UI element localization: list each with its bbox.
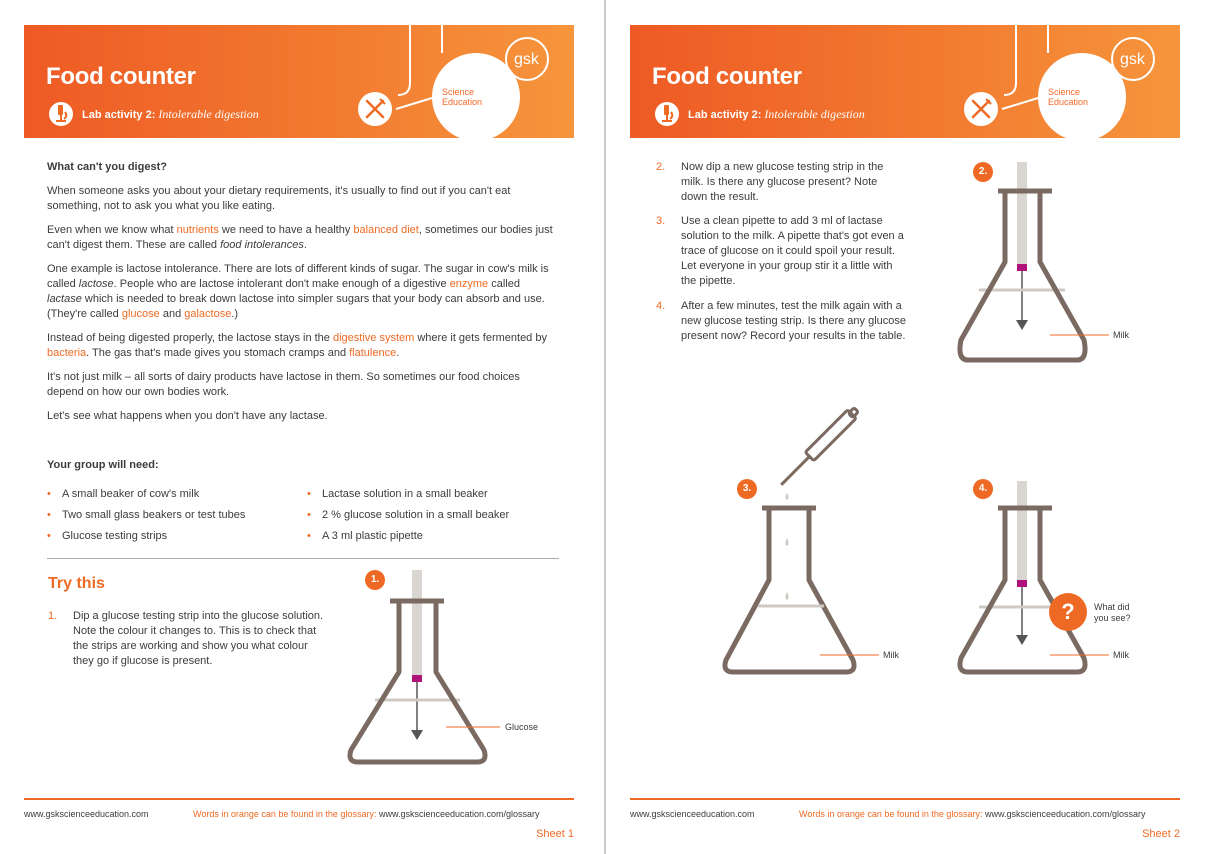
glossary-link[interactable]: nutrients	[176, 224, 219, 236]
list-item: • Lactase solution in a small beaker	[307, 484, 509, 505]
footer-rule	[24, 798, 574, 800]
activity-subtitle: Lab activity 2: Intolerable digestion	[82, 107, 259, 121]
sheet-2	[606, 0, 1210, 854]
equipment-heading: Your group will need:	[47, 459, 159, 471]
science-education-badge: Science Education	[442, 87, 483, 107]
question-icon: ?	[1049, 593, 1087, 631]
footer-rule	[630, 798, 1180, 800]
glossary-link[interactable]: galactose	[184, 308, 232, 320]
step-4: 4. After a few minutes, test the milk again with a new glucose testing strip. Is there any glucose present now? Record your results in the table.	[656, 300, 907, 342]
sheet-number: Sheet 2	[1142, 828, 1180, 840]
footer-website-link[interactable]: www.gskscienceeducation.com	[630, 809, 755, 819]
paragraph: It's not just milk – all sorts of dairy products have lactose in them. So sometimes our food choices depend on how our own bodies work.	[47, 371, 520, 398]
paragraph: One example is lactose intolerance. There are lots of different kinds of sugar. The sugar in cow's milk is called lactose. People who are lactose intolerant don't make enough of a digestive enzyme called lactase which is needed to break down lactose into simpler sugars that your body can absorb and use. (They're called glucose and galactose.)	[47, 263, 549, 320]
step-badge: 3.	[737, 479, 757, 499]
footer-glossary-note: Words in orange can be found in the glossary: www.gskscienceeducation.com/glossary	[193, 809, 540, 819]
pipette-icon	[777, 406, 860, 489]
sheet-1	[0, 0, 604, 854]
step-3: 3. Use a clean pipette to add 3 ml of lactase solution to the milk. A pipette that's got even a trace of glucose on it could spoil your result. Let everyone in your group stir it a little with the pipette.	[656, 215, 904, 287]
paragraph: When someone asks you about your dietary requirements, it's usually to find out if you can't eat something, not to ask you what you like eating.	[47, 185, 511, 212]
list-item: • Two small glass beakers or test tubes	[47, 505, 245, 526]
step-1: 1. Dip a glucose testing strip into the glucose solution. Note the colour it changes to. This is to check that the strips are working and show you what colour they go if glucose is present.	[48, 610, 324, 667]
glossary-link[interactable]: glucose	[121, 308, 160, 320]
page-title: Food counter	[46, 63, 196, 90]
paragraph: Let's see what happens when you don't have any lactase.	[47, 410, 328, 422]
milk-label: Milk	[883, 650, 899, 660]
footer-website-link[interactable]: www.gskscienceeducation.com	[24, 809, 149, 819]
footer-glossary-note: Words in orange can be found in the glossary: www.gskscienceeducation.com/glossary	[799, 809, 1146, 819]
glossary-link[interactable]: balanced diet	[353, 224, 419, 236]
gsk-logo: gsk	[1120, 51, 1145, 68]
glossary-link[interactable]: flatulence	[349, 347, 397, 359]
paragraph: Instead of being digested properly, the lactose stays in the digestive system where it gets fermented by bacteria. The gas that's made gives you stomach cramps and flatulence.	[47, 332, 547, 359]
list-item: • 2 % glucose solution in a small beaker	[307, 505, 509, 526]
step-badge: 2.	[973, 162, 993, 182]
step-2: 2. Now dip a new glucose testing strip in the milk. Is there any glucose present? Note down the result.	[656, 161, 884, 203]
science-education-badge: Science Education	[1048, 87, 1089, 107]
page-title: Food counter	[652, 63, 802, 90]
what-did-you-see-label: What did you see?	[1094, 602, 1131, 623]
milk-label: Milk	[1113, 330, 1129, 340]
section-heading: What can't you digest?	[47, 161, 167, 173]
try-this-heading: Try this	[48, 575, 105, 592]
gsk-logo: gsk	[514, 51, 539, 68]
step-badge: 4.	[973, 479, 993, 499]
glossary-url-link[interactable]: www.gskscienceeducation.com/glossary	[378, 809, 540, 819]
list-item: • A small beaker of cow's milk	[47, 484, 245, 505]
list-item: • A 3 ml plastic pipette	[307, 526, 509, 547]
glossary-link[interactable]: digestive system	[332, 332, 415, 344]
list-item: • Glucose testing strips	[47, 526, 245, 547]
milk-label: Milk	[1113, 650, 1129, 660]
step-badge: 1.	[365, 570, 385, 590]
flask-icon	[606, 0, 1210, 854]
sheet-number: Sheet 1	[536, 828, 574, 840]
paragraph: Even when we know what nutrients we need to have a healthy balanced diet, sometimes our bodies just can't digest them. These are called food intolerances.	[47, 224, 553, 251]
activity-subtitle: Lab activity 2: Intolerable digestion	[688, 107, 865, 121]
glucose-label: Glucose	[505, 722, 539, 732]
glossary-url-link[interactable]: www.gskscienceeducation.com/glossary	[984, 809, 1146, 819]
glossary-link[interactable]: enzyme	[449, 278, 489, 290]
glossary-link[interactable]: bacteria	[47, 347, 87, 359]
